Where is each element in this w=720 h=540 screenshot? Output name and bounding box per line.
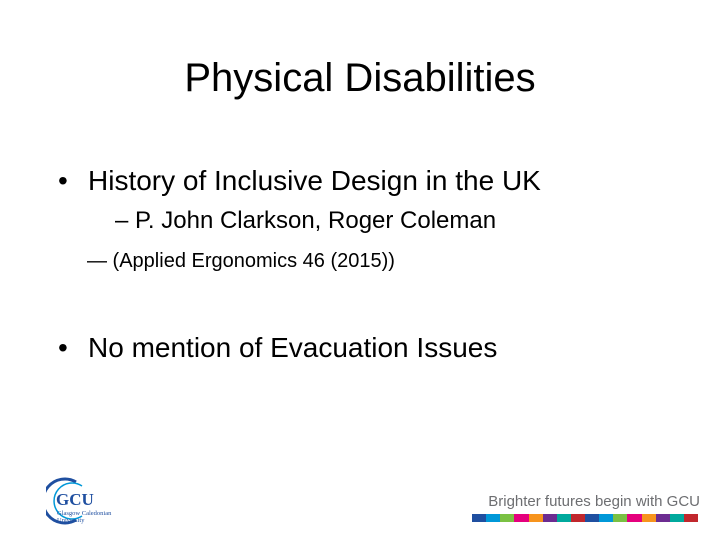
color-bar-segment: [543, 514, 557, 522]
color-bar-segment: [670, 514, 684, 522]
color-bar-segment: [472, 514, 486, 522]
logo-subtext-2: University: [57, 517, 85, 524]
color-bar-segment: [684, 514, 698, 522]
bullet-marker: •: [58, 165, 68, 196]
color-bar-segment: [557, 514, 571, 522]
sub-bullet-authors: – P. John Clarkson, Roger Coleman: [115, 207, 497, 234]
color-bar-segment: [627, 514, 641, 522]
color-bar-segment: [642, 514, 656, 522]
bullet-item: [58, 164, 541, 198]
logo-subtext-1: Glasgow Caledonian: [57, 510, 112, 517]
color-bar-segment: [571, 514, 585, 522]
bullet-text: History of Inclusive Design in the UK: [88, 165, 541, 196]
gcu-logo: [46, 476, 146, 526]
logo-text: GCU: [56, 490, 94, 509]
bullet-marker: •: [58, 332, 68, 363]
color-bar-segment: [486, 514, 500, 522]
slide-title: Physical Disabilities: [184, 56, 536, 100]
color-bar-segment: [514, 514, 528, 522]
color-bar-segment: [500, 514, 514, 522]
sub-bullet-citation: — (Applied Ergonomics 46 (2015)): [87, 250, 395, 272]
color-bar-segment: [529, 514, 543, 522]
color-bar: [472, 514, 698, 522]
color-bar-segment: [599, 514, 613, 522]
color-bar-segment: [613, 514, 627, 522]
bullet-item: [58, 331, 497, 365]
color-bar-segment: [656, 514, 670, 522]
tagline: Brighter futures begin with GCU: [488, 493, 700, 510]
bullet-text: No mention of Evacuation Issues: [88, 332, 498, 363]
color-bar-segment: [585, 514, 599, 522]
